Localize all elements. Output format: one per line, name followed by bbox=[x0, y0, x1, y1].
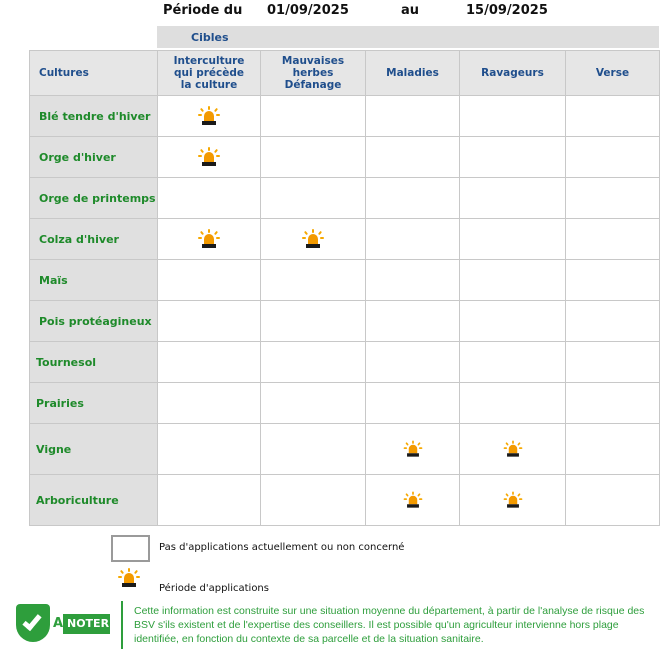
table-row bbox=[30, 301, 660, 342]
crop-name: Orge d'hiver bbox=[30, 137, 158, 178]
cibles-header: Cibles bbox=[157, 26, 659, 48]
cell-mauvaises-herbes bbox=[261, 301, 366, 342]
header-verse: Verse bbox=[566, 51, 660, 96]
cell-interculture bbox=[158, 260, 261, 301]
warning-beacon-icon bbox=[403, 492, 422, 509]
cell-maladies bbox=[366, 342, 460, 383]
table-row bbox=[30, 424, 660, 475]
cell-maladies bbox=[366, 475, 460, 526]
crop-name: Colza d'hiver bbox=[30, 219, 158, 260]
table-row bbox=[30, 96, 660, 137]
table-row bbox=[30, 219, 660, 260]
cell-mauvaises-herbes bbox=[261, 424, 366, 475]
legend-empty-label: Pas d'applications actuellement ou non concerné bbox=[159, 542, 405, 553]
cell-mauvaises-herbes bbox=[261, 219, 366, 260]
cell-ravageurs bbox=[460, 383, 566, 424]
header-interculture: Interculture qui précède la culture bbox=[158, 51, 261, 96]
crop-name: Vigne bbox=[30, 424, 158, 475]
cell-verse bbox=[566, 475, 660, 526]
cell-verse bbox=[566, 383, 660, 424]
warning-beacon-icon bbox=[503, 492, 522, 509]
cell-ravageurs bbox=[460, 178, 566, 219]
warning-beacon-icon bbox=[198, 229, 220, 249]
cell-mauvaises-herbes bbox=[261, 178, 366, 219]
cell-mauvaises-herbes bbox=[261, 96, 366, 137]
cell-maladies bbox=[366, 301, 460, 342]
period-header bbox=[163, 3, 583, 21]
table-row bbox=[30, 342, 660, 383]
cell-verse bbox=[566, 96, 660, 137]
warning-beacon-icon bbox=[118, 568, 140, 588]
cell-verse bbox=[566, 219, 660, 260]
cell-verse bbox=[566, 301, 660, 342]
cell-ravageurs bbox=[460, 301, 566, 342]
cell-verse bbox=[566, 178, 660, 219]
cell-interculture bbox=[158, 475, 261, 526]
legend-period-label: Période d'applications bbox=[159, 583, 269, 594]
application-table bbox=[29, 50, 660, 526]
warning-beacon-icon bbox=[503, 441, 522, 458]
header-maladies: Maladies bbox=[366, 51, 460, 96]
period-end-date: 15/09/2025 bbox=[466, 3, 548, 18]
cell-ravageurs bbox=[460, 96, 566, 137]
cell-maladies bbox=[366, 137, 460, 178]
crop-name: Arboriculture bbox=[30, 475, 158, 526]
cell-mauvaises-herbes bbox=[261, 342, 366, 383]
warning-beacon-icon bbox=[198, 106, 220, 126]
period-start-date: 01/09/2025 bbox=[267, 3, 349, 18]
cell-verse bbox=[566, 342, 660, 383]
warning-beacon-icon bbox=[198, 147, 220, 167]
header-mauvaises-herbes: Mauvaises herbes Défanage bbox=[261, 51, 366, 96]
note-divider bbox=[121, 601, 123, 649]
cell-mauvaises-herbes bbox=[261, 137, 366, 178]
cell-maladies bbox=[366, 178, 460, 219]
cell-ravageurs bbox=[460, 137, 566, 178]
cell-interculture bbox=[158, 178, 261, 219]
cell-maladies bbox=[366, 260, 460, 301]
cell-verse bbox=[566, 137, 660, 178]
table-row bbox=[30, 383, 660, 424]
header-cultures: Cultures bbox=[30, 51, 158, 96]
cell-interculture bbox=[158, 219, 261, 260]
crop-name: Pois protéagineux bbox=[30, 301, 158, 342]
cell-interculture bbox=[158, 137, 261, 178]
table-row bbox=[30, 260, 660, 301]
cell-interculture bbox=[158, 96, 261, 137]
legend-empty-box bbox=[111, 535, 150, 562]
crop-name: Orge de printemps bbox=[30, 178, 158, 219]
table-row bbox=[30, 137, 660, 178]
crop-name: Prairies bbox=[30, 383, 158, 424]
anoter-badge: NOTER bbox=[63, 614, 110, 634]
warning-beacon-icon bbox=[302, 229, 324, 249]
cell-maladies bbox=[366, 219, 460, 260]
table-row bbox=[30, 178, 660, 219]
table-row bbox=[30, 475, 660, 526]
header-ravageurs: Ravageurs bbox=[460, 51, 566, 96]
crop-name: Blé tendre d'hiver bbox=[30, 96, 158, 137]
cell-mauvaises-herbes bbox=[261, 260, 366, 301]
cell-ravageurs bbox=[460, 219, 566, 260]
cell-ravageurs bbox=[460, 424, 566, 475]
cell-interculture bbox=[158, 301, 261, 342]
cell-verse bbox=[566, 424, 660, 475]
crop-name: Tournesol bbox=[30, 342, 158, 383]
cell-mauvaises-herbes bbox=[261, 383, 366, 424]
period-label: Période du bbox=[163, 3, 243, 18]
cell-verse bbox=[566, 260, 660, 301]
cell-ravageurs bbox=[460, 260, 566, 301]
anoter-letter: A bbox=[53, 616, 64, 631]
period-separator: au bbox=[401, 3, 420, 18]
crop-name: Maïs bbox=[30, 260, 158, 301]
cell-mauvaises-herbes bbox=[261, 475, 366, 526]
cell-maladies bbox=[366, 383, 460, 424]
cell-maladies bbox=[366, 96, 460, 137]
cell-interculture bbox=[158, 424, 261, 475]
cell-interculture bbox=[158, 342, 261, 383]
cell-ravageurs bbox=[460, 342, 566, 383]
cell-maladies bbox=[366, 424, 460, 475]
warning-beacon-icon bbox=[403, 441, 422, 458]
note-text: Cette information est construite sur une situation moyenne du département, à partir de l'analyse de risque des BSV s'ils existent et de l'expertise des conseillers. Il est possible qu'un agriculteur intervienne hors plage identifiée, en fonction du contexte de sa parcelle et de la situation sanitaire. bbox=[134, 605, 645, 645]
cell-ravageurs bbox=[460, 475, 566, 526]
cell-interculture bbox=[158, 383, 261, 424]
shield-check-icon bbox=[16, 604, 50, 642]
